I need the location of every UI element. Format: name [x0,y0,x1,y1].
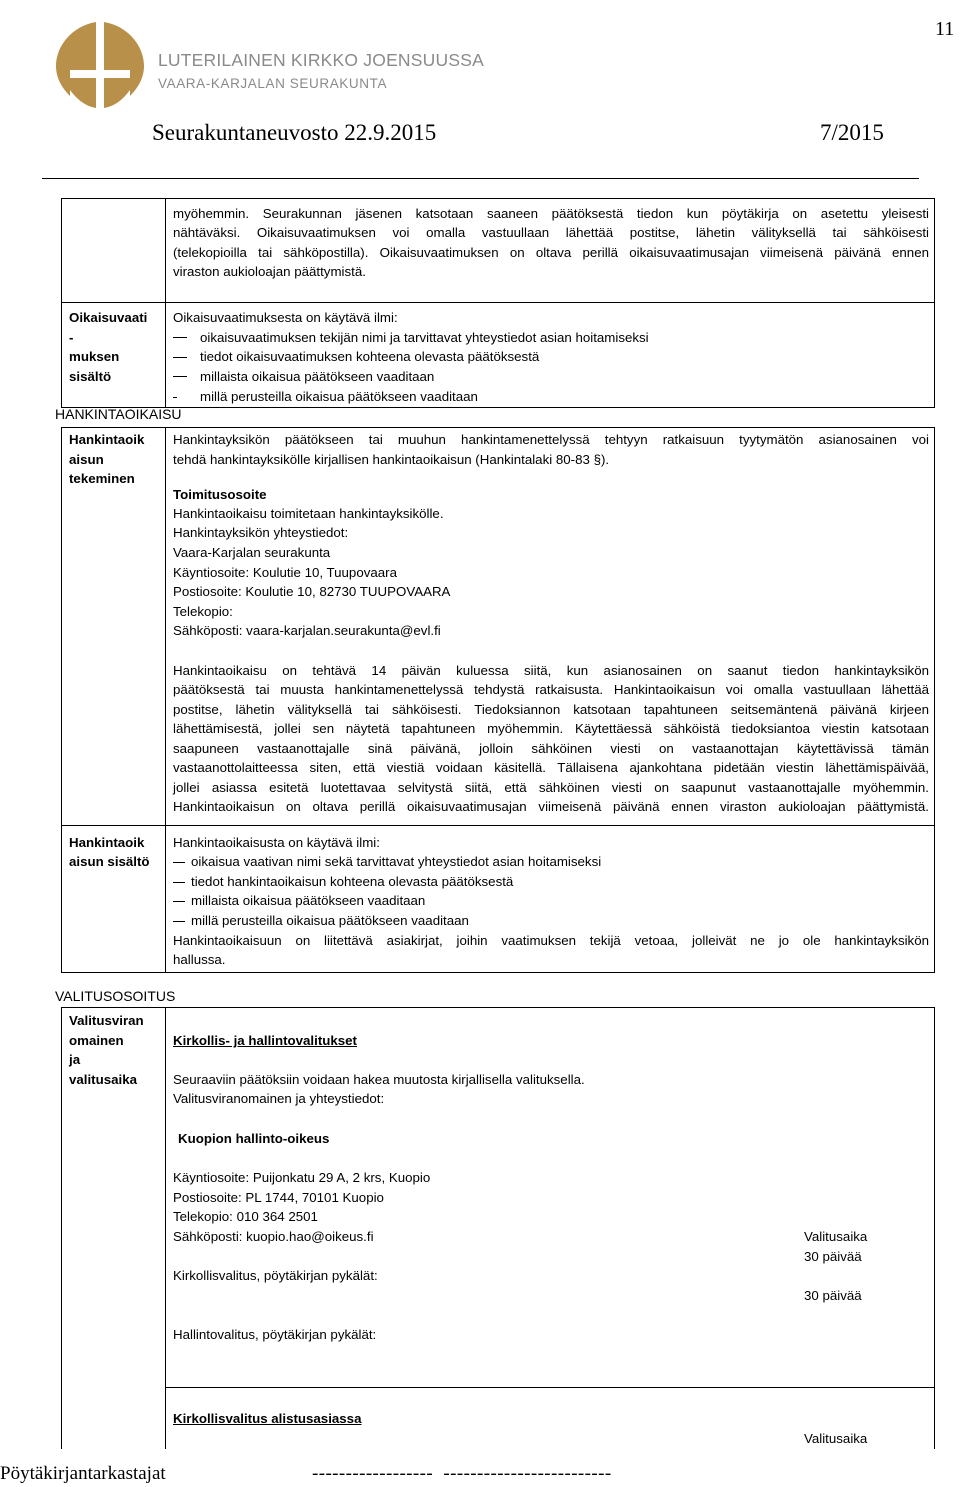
text-line: Hankintayksikön yhteystiedot: [173,525,349,540]
paragraph-line: Hankintaoikaisu on tehtävä 14 päivän kuluessa siitä, kun asianosainen on saanut tiedon hankintayksikön [173,663,929,678]
table-border [61,825,935,826]
row-label: valitusaika [69,1072,138,1087]
text-line: Postiosoite: PL 1744, 70101 Kuopio [173,1190,384,1205]
table-border [61,198,62,408]
table-border [165,198,166,408]
subheading: Kirkollisvalitus alistusasiassa [173,1411,362,1426]
list-dash [173,882,185,883]
text-line: Hallintovalitus, pöytäkirjan pykälät: [173,1327,377,1342]
section-heading: VALITUSOSOITUS [55,988,176,1004]
paragraph-line: päätöksestä tai muusta hankintamenettelyssä tehdystä ratkaisusta. Hankintaoikaisun voi omalla vastuullaan lähettää [173,682,929,697]
list-item: millaista oikaisua päätökseen vaaditaan [200,369,435,384]
table-border [165,427,166,973]
list-item: millä perusteilla oikaisua päätökseen vaaditaan [191,913,469,928]
paragraph-line: hallussa. [173,952,226,967]
list-dash [173,901,185,902]
row-label: - [69,330,74,345]
court-name: Kuopion hallinto-oikeus [178,1131,330,1146]
sisalto-lead: Hankintaoikaisusta on käytävä ilmi: [173,835,380,850]
table-border [165,1007,166,1449]
intro-line: (telekopioilla tai sähköpostilla). Oikaisuvaatimuksen on oltava perillä oikaisuvaatimusajan viimeisenä päivänä ennen [173,245,929,260]
text-line: Postiosoite: Koulutie 10, 82730 TUUPOVAARA [173,584,451,599]
org-name-line1: LUTERILAINEN KIRKKO JOENSUUSSA [158,50,484,70]
table-border [61,1007,935,1008]
table-border [61,972,935,973]
table-border [61,198,935,199]
paragraph-line: lähettämisestä, jollei sen näytetä tapahtuneen myöhemmin. Käytettäessä sähköistä tiedoksiantoa viestin katsotaan [173,721,929,736]
text-line: Seuraaviin päätöksiin voidaan hakea muutosta kirjallisella valituksella. [173,1072,585,1087]
text-line: Vaara-Karjalan seurakunta [173,545,331,560]
list-item: oikaisua vaativan nimi sekä tarvittavat yhteystiedot asian hoitamiseksi [191,854,602,869]
text-line: Telekopio: [173,604,233,619]
table-border [165,1387,935,1388]
header-rule [42,178,919,179]
paragraph-line: saapuneen vastaanottajalle sinä päivänä, jolloin sähköinen viesti on vastaanottajan käytettävissä tämän [173,741,929,756]
list-dash [173,376,187,377]
table-border [61,302,935,303]
row-label: aisun [69,452,104,467]
list-item: millaista oikaisua päätökseen vaaditaan [191,893,426,908]
org-name-line2: VAARA-KARJALAN SEURAKUNTA [158,76,388,91]
text-line: Hankintaoikaisu toimitetaan hankintayksikölle. [173,506,444,521]
oikaisu-lead: Oikaisuvaatimuksesta on käytävä ilmi: [173,310,398,325]
footer-label: Pöytäkirjantarkastajat [0,1463,166,1484]
row-label: ja [69,1052,81,1067]
email-text: Sähköposti: vaara-karjalan.seurakunta@evl.fi [173,623,441,638]
list-dash [173,397,177,398]
list-item: tiedot hankintaoikaisun kohteena olevasta päätöksestä [191,874,514,889]
list-item: millä perusteilla oikaisua päätökseen vaaditaan [200,389,478,404]
deadline-value: 30 päivää [804,1288,862,1303]
text-line: Käyntiosoite: Koulutie 10, Tuupovaara [173,565,397,580]
list-dash [173,862,185,863]
list-item: tiedot oikaisuvaatimuksen kohteena olevasta päätöksestä [200,349,540,364]
deadline-value: 30 päivää [804,1249,862,1264]
list-dash [173,337,187,338]
intro-line: viraston aukioloajan päättymistä. [173,264,366,279]
paragraph-line: vastaanottolaitteessa siten, että viestiä voidaan käsitellä. Tällaisena ajankohtana pidetään viestin lähettämispäivää, [173,760,929,775]
paragraph-line: Hankintaoikaisuun on liitettävä asiakirjat, joihin vaatimuksen tekijä vetoaa, jolleivät ne jo ole hankintayksikön [173,933,929,948]
row-label: aisun sisältö [69,854,150,869]
row-label: tekeminen [69,471,135,486]
paragraph-line: Hankintaoikaisun on oltava perillä oikaisuvaatimusajan viimeisenä päivänä ennen viraston aukioloajan päättymistä. [173,799,929,814]
table-border [61,427,935,428]
page-number: 11 [935,18,955,40]
table-border [61,1007,62,1449]
deadline-label: Valitusaika [804,1431,868,1446]
table-border [934,427,935,973]
subheading: Toimitusosoite [173,487,267,502]
row-label: muksen [69,349,120,364]
paragraph-line: postitse, lähetin välityksellä tai sähköisesti. Tiedoksiannon katsotaan tapahtuneen seitsemäntenä päivänä kirjeen [173,702,929,717]
list-dash [173,357,187,358]
row-label: Hankintaoik [69,432,145,447]
intro-line: myöhemmin. Seurakunnan jäsenen katsotaan saaneen päätöksestä tiedon kun pöytäkirja on asetettu yleisesti [173,206,929,221]
deadline-label: Valitusaika [804,1229,868,1244]
list-item: oikaisuvaatimuksen tekijän nimi ja tarvittavat yhteystiedot asian hoitamiseksi [200,330,649,345]
row-label: Oikaisuvaati [69,310,148,325]
table-border [934,1007,935,1449]
text-line: Valitusviranomainen ja yhteystiedot: [173,1091,385,1106]
minutes-number: 7/2015 [820,120,884,145]
paragraph-line: Hankintayksikön päätökseen tai muuhun hankintamenettelyssä tehtyyn ratkaisuun tyytymätön asianosainen voi [173,432,929,447]
text-line: Käyntiosoite: Puijonkatu 29 A, 2 krs, Kuopio [173,1170,431,1185]
list-dash [173,921,185,922]
church-logo [50,20,150,110]
row-label: Hankintaoik [69,835,145,850]
paragraph-line: jollei asiassa esitetä luotettavaa selvitystä siitä, että sähköinen viesti on saapunut vastaanottajalle myöhemmin. [173,780,929,795]
email-text: Sähköposti: kuopio.hao@oikeus.fi [173,1229,374,1244]
subheading: Kirkollis- ja hallintovalitukset [173,1033,357,1048]
row-label: sisältö [69,369,112,384]
text-line: Telekopio: 010 364 2501 [173,1209,318,1224]
section-heading: HANKINTAOIKAISU [55,406,182,422]
signature-lines: ------------------ ------------------------- [312,1463,612,1484]
table-border [61,407,935,408]
table-border [61,427,62,973]
intro-line: nähtäväksi. Oikaisuvaatimuksen voi omalla vastuullaan lähettää postitse, lähetin välityksellä tai sähköisesti [173,225,929,240]
row-label: Valitusviran [69,1013,144,1028]
meeting-title: Seurakuntaneuvosto 22.9.2015 [152,120,437,145]
table-border [934,198,935,408]
paragraph-line: tehdä hankintayksikölle kirjallisen hankintaoikaisun (Hankintalaki 80-83 §). [173,452,610,467]
row-label: omainen [69,1033,124,1048]
text-line: Kirkollisvalitus, pöytäkirjan pykälät: [173,1268,378,1283]
